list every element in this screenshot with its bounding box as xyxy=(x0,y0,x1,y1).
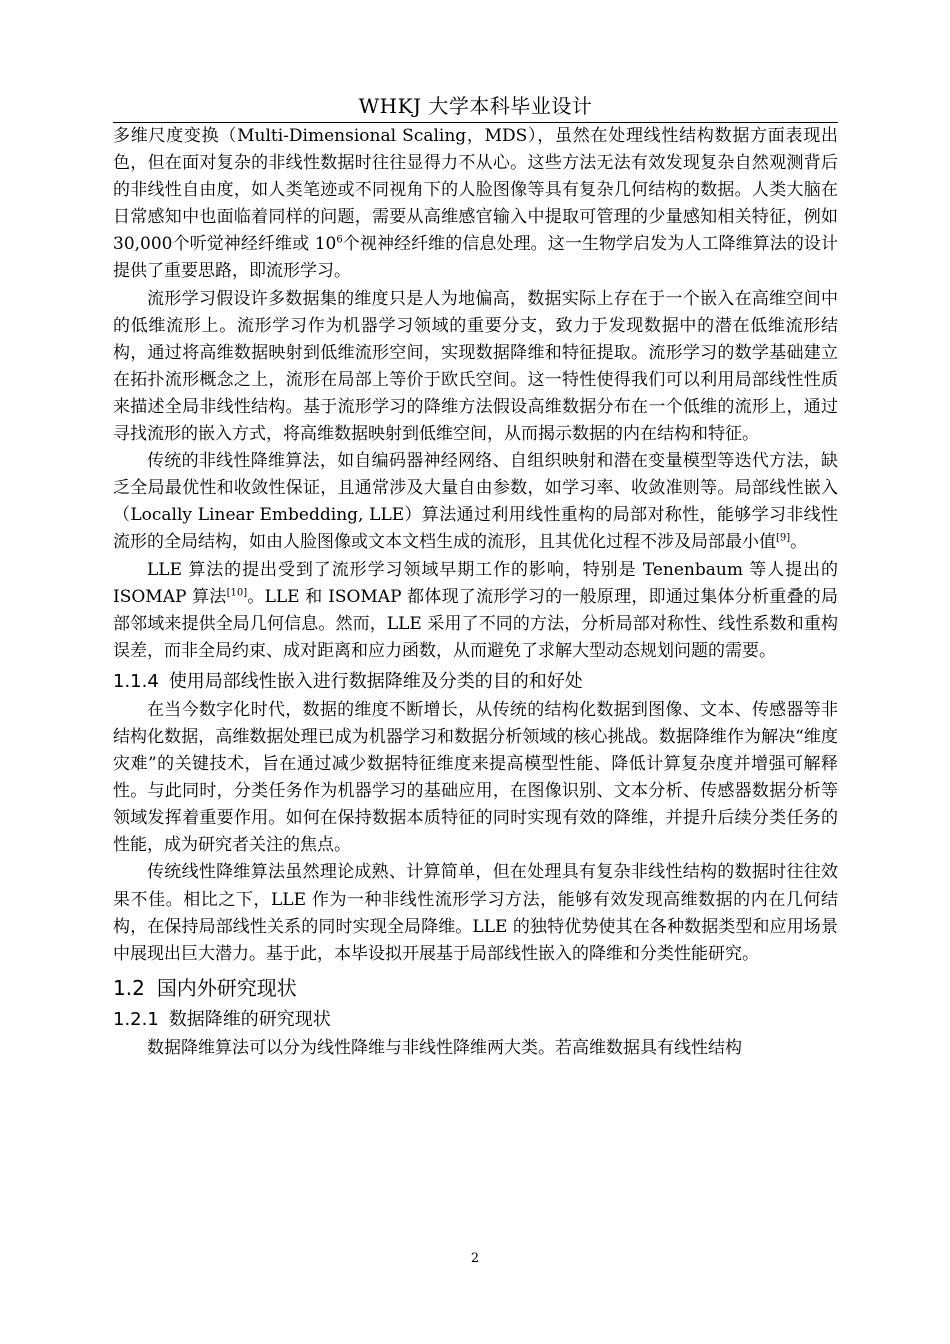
paragraph-text: 传统的非线性降维算法，如自编码器神经网络、自组织映射和潜在变量模型等迭代方法，缺乏全局最优性和收敛性保证，且通常涉及大量自由参数，如学习率、收敛准则等。局部线性嵌入（Locally Linear Embedding, LLE）算法通过利用线性重构的局部对称性，能够学习非线性流形的全局结构，如由人脸图像或文本文档生成的流形，且其优化过程不涉及局部最小值 xyxy=(113,451,838,553)
paragraph-text-tail: 。 xyxy=(790,532,808,553)
paragraph-manifold-learning: 流形学习假设许多数据集的维度只是人为地偏高，数据实际上存在于一个嵌入在高维空间中的低维流形上。流形学习作为机器学习领域的重要分支，致力于发现数据中的潜在低维流形结构，通过将高维数据映射到低维流形空间，实现数据降维和特征提取。流形学习的数学基础建立在拓扑流形概念之上，流形在局部上等价于欧氏空间。这一特性使得我们可以利用局部线性性质来描述全局非线性结构。基于流形学习的降维方法假设高维数据分布在一个低维的流形上，通过寻找流形的嵌入方式，将高维数据映射到低维空间，从而揭示数据的内在结构和特征。 xyxy=(113,288,838,445)
citation-ref: [9] xyxy=(776,532,791,544)
power-exponent: 6 xyxy=(336,234,343,246)
paragraph-text: 多维尺度变换（Multi-Dimensional Scaling，MDS），虽然在处理线性结构数据方面表现出色，但在面对复杂的非线性数据时往往显得力不从心。这些方法无法有效发现复杂自然观测背后的非线性自由度，如人类笔迹或不同视角下的人脸图像等具有复杂几何结构的数据。人类大脑在日常感知中也面临着同样的问题，需要从高维感官输入中提取可管理的少量感知相关特征，例如30,000个听觉神经纤维或 xyxy=(113,126,838,255)
paragraph-purpose: 在当今数字化时代，数据的维度不断增长，从传统的结构化数据到图像、文本、传感器等非结构化数据，高维数据处理已成为机器学习和数据分析领域的核心挑战。数据降维作为解决“维度灾难”的关键技术，旨在通过减少数据特征维度来提高模型性能、降低计算复杂度并增强可解释性。与此同时，分类任务作为机器学习的基础应用，在图像识别、文本分析、传感器数据分析等领域发挥着重要作用。如何在保持数据本质特征的同时实现有效的降维，并提升后续分类任务的性能，成为研究者关注的焦点。 xyxy=(113,699,838,856)
section-title: 数据降维的研究现状 xyxy=(168,1008,331,1030)
paragraph-benefits: 传统线性降维算法虽然理论成熟、计算简单，但在处理具有复杂非线性结构的数据时往往效果不佳。相比之下，LLE 作为一种非线性流形学习方法，能够有效发现高维数据的内在几何结构，在保持局部线性关系的同时实现全局降维。LLE 的独特优势使其在各种数据类型和应用场景中展现出巨大潜力。基于此，本毕设拟开展基于局部线性嵌入的降维和分类性能研究。 xyxy=(113,862,838,964)
page-header-title: WHKJ 大学本科毕业设计 xyxy=(358,94,593,118)
section-heading-1-2 xyxy=(113,974,838,1002)
citation-ref: [10] xyxy=(226,586,248,598)
page-number: 2 xyxy=(470,1251,480,1266)
body-text xyxy=(113,123,838,1062)
power-base: 10 xyxy=(314,234,337,255)
section-heading-1-1-4 xyxy=(113,668,838,695)
paragraph-mds-limitations xyxy=(113,123,838,286)
paragraph-lle-isomap xyxy=(113,557,838,665)
section-title: 国内外研究现状 xyxy=(156,975,297,1000)
paragraph-text-tail: 个视神经纤维的信息处理。这一生物学启发为人工降维算法的设计提供了重要思路，即流形学习。 xyxy=(113,234,839,282)
paragraph-text: LLE 算法的提出受到了流形学习领域早期工作的影响，特别是 Tenenbaum 等人提出的 ISOMAP 算法 xyxy=(113,559,838,607)
section-number: 1.2 xyxy=(113,975,145,1000)
paragraph-text-tail: 。LLE 和 ISOMAP 都体现了流形学习的一般原理，即通过集体分析重叠的局部邻域来提供全局几何信息。然而，LLE 采用了不同的方法，分析局部对称性、线性系数和重构误差，而非全局约束、成对距离和应力函数，从而避免了求解大型动态规划问题的需要。 xyxy=(113,586,838,661)
section-number: 1.2.1 xyxy=(113,1008,159,1030)
section-title: 使用局部线性嵌入进行数据降维及分类的目的和好处 xyxy=(168,670,583,692)
paragraph-lle-intro xyxy=(113,448,838,556)
section-heading-1-2-1 xyxy=(113,1006,838,1033)
paragraph-dr-categories: 数据降维算法可以分为线性降维与非线性降维两大类。若高维数据具有线性结构 xyxy=(147,1037,742,1058)
section-number: 1.1.4 xyxy=(113,670,159,692)
